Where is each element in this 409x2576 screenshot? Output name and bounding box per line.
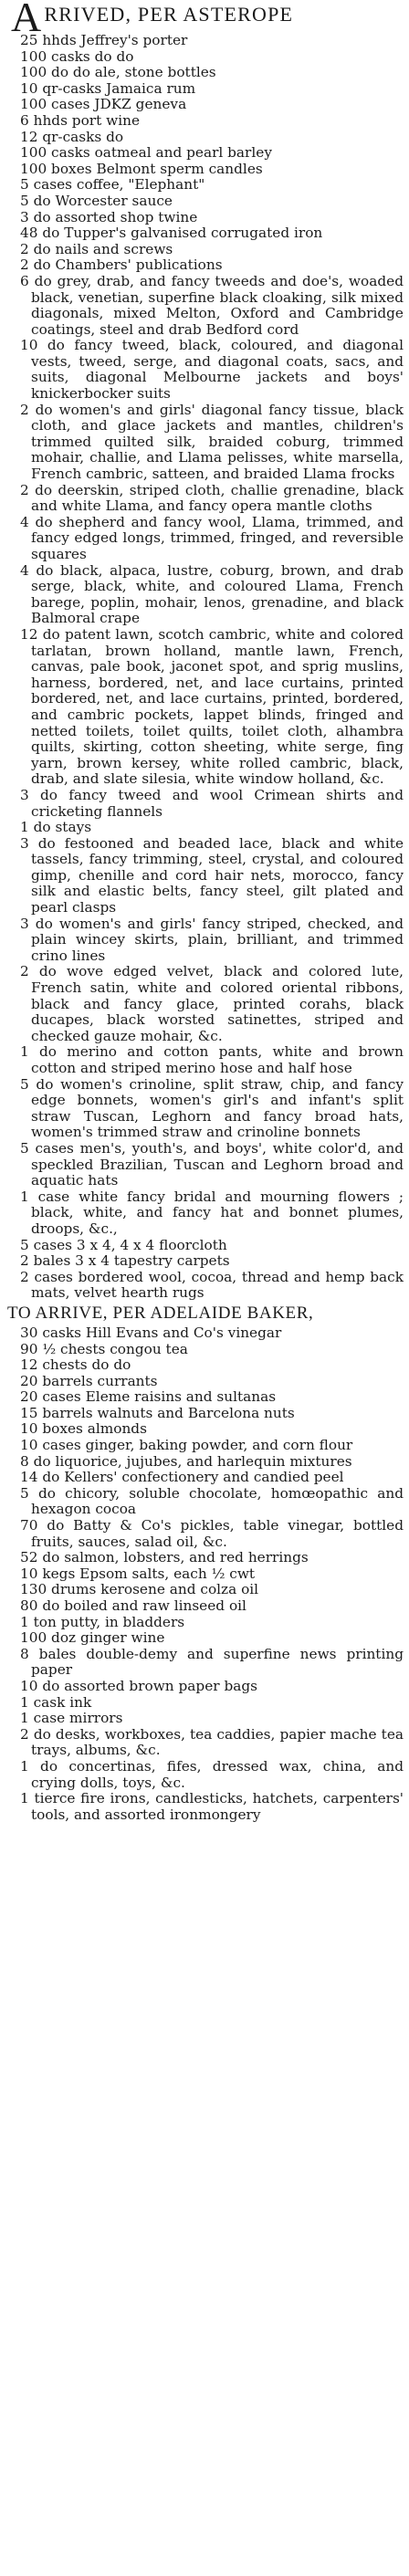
cargo-item: 10 do fancy tweed, black, coloured, and diagonal vests, tweed, serge, and diagonal coats, sacs, and suits, diagonal Melbourne jackets and boys' knickerbocker suits [20,337,404,403]
cargo-item: 5 do chicory, soluble chocolate, homœopathic and hexagon cocoa [20,1484,404,1518]
cargo-item: 80 do boiled and raw linseed oil [20,1597,246,1614]
cargo-item: 52 do salmon, lobsters, and red herrings [20,1549,309,1566]
cargo-item: 5 cases men's, youth's, and boys', white color'd, and speckled Brazilian, Tuscan and Leghorn broad and aquatic hats [20,1139,404,1189]
cargo-item: 4 do black, alpaca, lustre, coburg, brown, and drab serge, black, white, and coloured Llama, French barege, poplin, mohair, lenos, grenadine, and black Balmoral crape [20,561,404,627]
cargo-item: 3 do assorted shop twine [20,208,198,225]
cargo-item: 130 drums kerosene and colza oil [20,1581,259,1598]
cargo-item: 1 cask ink [20,1693,92,1711]
cargo-item: 3 do fancy tweed and wool Crimean shirts and cricketing flannels [20,786,404,820]
cargo-item: 2 do Chambers' publications [20,257,223,274]
cargo-item: 10 qr-casks Jamaica rum [20,79,196,97]
advertisement-content [5,2,404,1823]
cargo-item: 100 do do ale, stone bottles [20,64,216,81]
cargo-item: 30 casks Hill Evans and Co's vinegar [20,1324,282,1341]
cargo-item: 2 do wove edged velvet, black and colored lute, French satin, white and colored oriental ribbons, black and fancy glace, printed corahs, black ducapes, black worsted satinettes, striped and checked gauze mohair, &c. [20,963,404,1044]
cargo-item: 6 do grey, drab, and fancy tweeds and doe's, woaded black, venetian, superfine black cloaking, silk mixed diagonals, mixed Melton, Oxford and Cambridge coatings, steel and drab Bedford cord [20,272,404,338]
cargo-item: 10 kegs Epsom salts, each ½ cwt [20,1565,256,1582]
cargo-item: 12 do patent lawn, scotch cambric, white and colored tarlatan, brown holland, mantle lawn, French, canvas, pale book, jaconet spot, and sprig muslins, harness, bordered, net, and lace curtains, printed bordered, net, and lace curtains, printed, bordered, and cambric pockets, lappet blinds, fringed and netted toilets, toilet quilts, toilet cloth, alhambra quilts, skirting, cotton sheeting, white serge, fing yarn, brown kersey, white rolled cambric, black, drab, and slate silesia, white window holland, &c. [20,625,404,788]
cargo-item: 5 cases coffee, "Elephant" [20,176,205,194]
cargo-item: 70 do Batty & Co's pickles, table vinegar, bottled fruits, sauces, salad oil, &c. [20,1517,404,1550]
cargo-item: 3 do women's and girls' fancy striped, checked, and plain wincey skirts, plain, brilliant, and trimmed crino lines [20,915,404,964]
cargo-item: 1 case white fancy bridal and mourning flowers ; black, white, and fancy hat and bonnet plumes, droops, &c., [20,1188,404,1237]
section-heading [7,1302,404,1325]
cargo-item: 1 do stays [20,819,92,836]
cargo-item: 20 barrels currants [20,1372,158,1389]
cargo-item: 3 do festooned and beaded lace, black and white tassels, fancy trimming, steel, crystal, and coloured gimp, chenille and cord hair nets, morocco, fancy silk and elastic belts, fancy steel, gilt plated and pearl clasps [20,834,404,916]
cargo-item: 1 case mirrors [20,1710,123,1727]
cargo-item: 5 cases 3 x 4, 4 x 4 floorcloth [20,1236,227,1253]
cargo-item: 5 do women's crinoline, split straw, chip, and fancy edge bonnets, women's girl's and infant's split straw Tuscan, Leghorn and fancy broad hats, women's trimmed straw and crinoline bonnets [20,1075,404,1141]
cargo-item: 5 do Worcester sauce [20,192,173,209]
cargo-item: 1 do concertinas, fifes, dressed wax, china, and crying dolls, toys, &c. [20,1757,404,1791]
cargo-item: 8 bales double-demy and superfine news printing paper [20,1645,404,1679]
cargo-item: 2 cases bordered wool, cocoa, thread and hemp back mats, velvet hearth rugs [20,1268,404,1302]
cargo-item: 2 do women's and girls' diagonal fancy tissue, black cloth, and glace jackets and mantles, children's trimmed quilted silk, braided coburg, trimmed mohair, challie, and Llama pelisses, white marsella, French cambric, satteen, and braided Llama frocks [20,401,404,483]
cargo-item: 2 do nails and screws [20,240,173,257]
cargo-item: 20 cases Eleme raisins and sultanas [20,1388,277,1406]
cargo-item: 25 hhds Jeffrey's porter [20,32,188,48]
cargo-item: 4 do shepherd and fancy wool, Llama, trimmed, and fancy edged longs, trimmed, fringed, and reversible squares [20,513,404,562]
cargo-item: 100 boxes Belmont sperm candles [20,160,263,177]
section-heading-text: RRIVED, PER ASTEROPE [44,3,294,26]
cargo-item: 10 cases ginger, baking powder, and corn flour [20,1437,353,1454]
cargo-item: 15 barrels walnuts and Barcelona nuts [20,1404,295,1421]
cargo-item: 8 do liquorice, jujubes, and harlequin mixtures [20,1452,352,1470]
cargo-item: 1 ton putty, in bladders [20,1613,185,1630]
cargo-item: 100 casks oatmeal and pearl barley [20,144,272,162]
cargo-item: 48 do Tupper's galvanised corrugated iron [20,225,323,242]
cargo-item: 10 boxes almonds [20,1420,147,1438]
cargo-item: 100 casks do do [20,47,134,65]
cargo-item: 2 do desks, workboxes, tea caddies, papier mache tea trays, albums, &c. [20,1725,404,1759]
cargo-item: 6 hhds port wine [20,111,141,129]
cargo-item: 1 do merino and cotton pants, white and brown cotton and striped merino hose and half hose [20,1043,404,1076]
cargo-item: 12 chests do do [20,1356,131,1374]
cargo-item: 90 ½ chests congou tea [20,1340,188,1357]
drop-cap: A [11,0,43,40]
cargo-item: 100 cases JDKZ geneva [20,96,187,113]
cargo-item: 10 do assorted brown paper bags [20,1677,257,1694]
cargo-item: 14 do Kellers' confectionery and candied peel [20,1469,344,1486]
cargo-item: 1 tierce fire irons, candlesticks, hatchets, carpenters' tools, and assorted ironmongery [20,1790,404,1823]
cargo-item: 2 bales 3 x 4 tapestry carpets [20,1252,230,1270]
section-heading-text: TO ARRIVE, PER ADELAIDE BAKER, [7,1303,314,1323]
cargo-item: 12 qr-casks do [20,128,124,145]
cargo-item: 100 doz ginger wine [20,1629,165,1647]
cargo-item: 2 do deerskin, striped cloth, challie grenadine, black and white Llama, and fancy opera mantle cloths [20,481,404,515]
